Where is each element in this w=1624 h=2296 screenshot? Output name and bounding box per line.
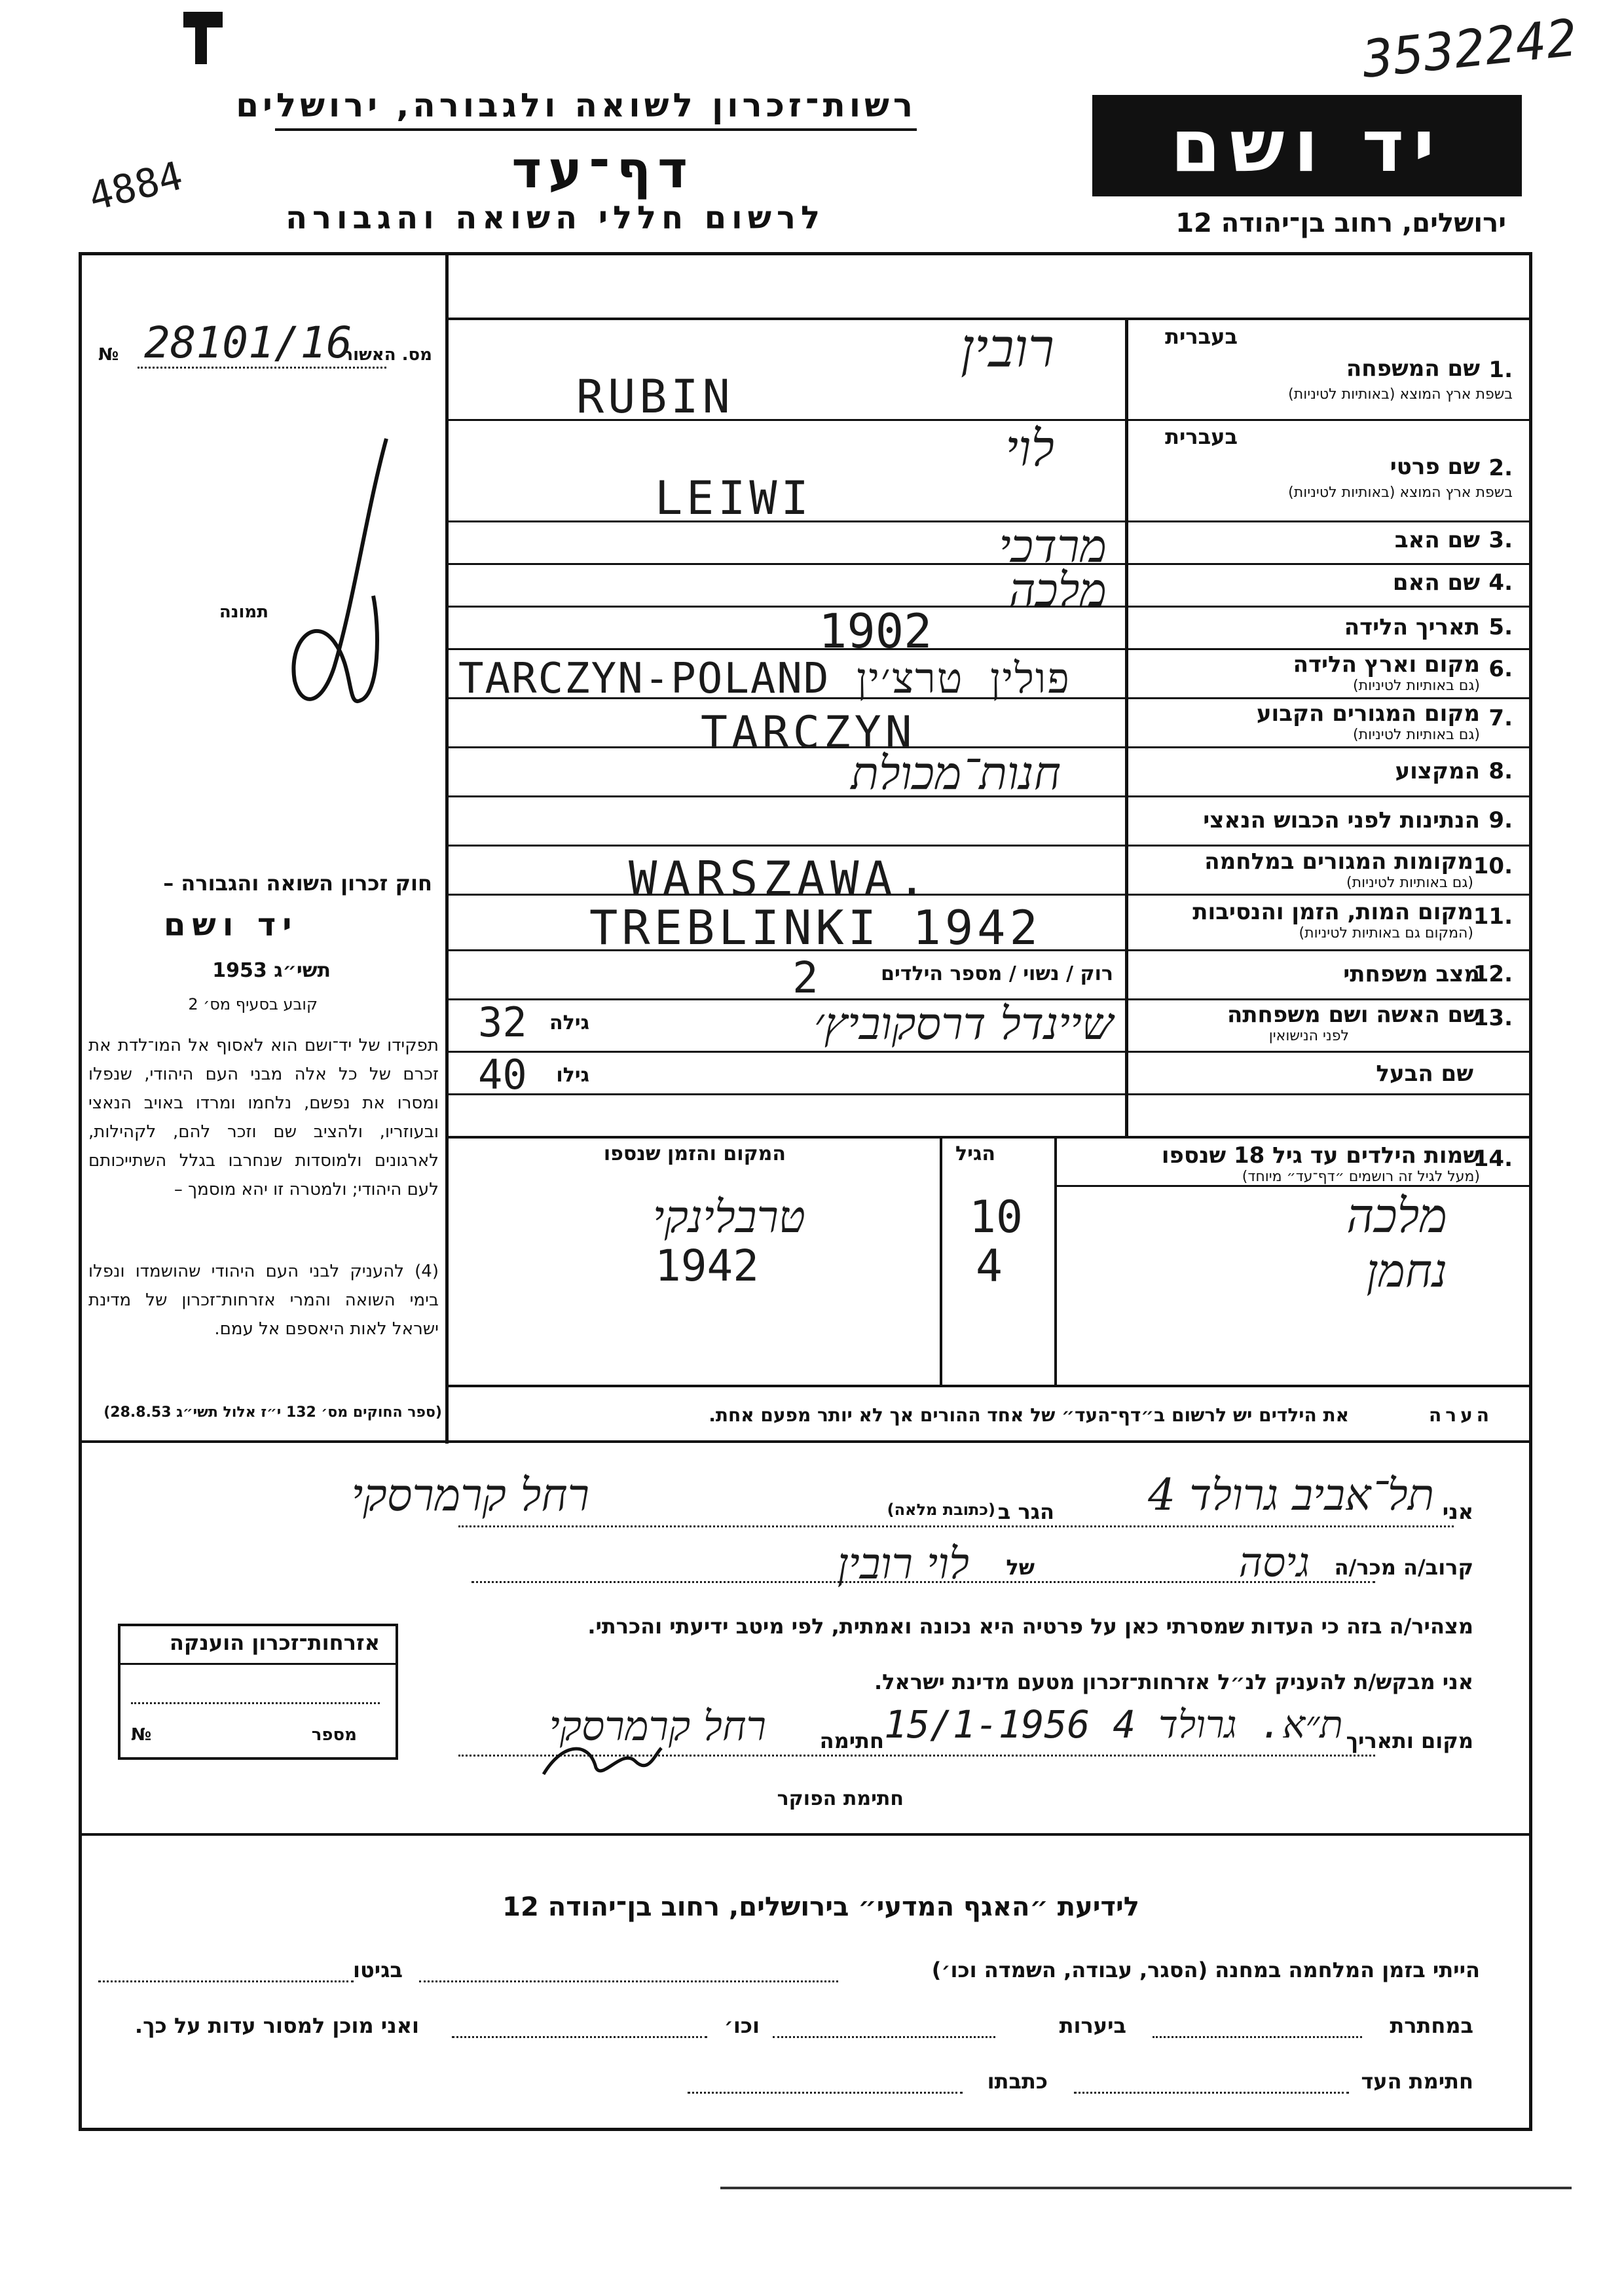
- field-12-number: 12.: [1473, 961, 1513, 987]
- decl-of-name[interactable]: לוי רובין: [837, 1539, 969, 1589]
- field-10-sub: (גם באותיות לטיניות): [1346, 875, 1473, 891]
- field-3-label: שם האב: [1394, 527, 1480, 553]
- field-4-label: שם האם: [1392, 570, 1480, 596]
- law-year: תשי״ג 1953: [212, 959, 331, 982]
- decl-signature-label: חתימה: [819, 1728, 884, 1753]
- field-6-hand[interactable]: TARCZYN-POLAND פולין טרצ׳ין: [458, 655, 1071, 703]
- footer-line2-d: ואני מוכן למסור עדות על כך.: [134, 2013, 419, 2038]
- field-10-label: מקומות המגורים במלחמה: [1204, 848, 1473, 875]
- child-2-name[interactable]: נחמן: [1366, 1244, 1447, 1298]
- archive-number: 3532242: [1359, 9, 1580, 90]
- footer-line1-a: הייתי בזמן המלחמה במחנה (הסגר, עבודה, השמדה וכו׳): [931, 1958, 1480, 1982]
- row-rule-10: [449, 894, 1529, 896]
- field-11-label: מקום המות, הזמן והנסיבות: [1192, 899, 1473, 925]
- field-3-hand[interactable]: מרדכי: [999, 519, 1107, 573]
- law-name: יד ושם: [164, 907, 299, 943]
- logo-text: יד ושם: [1170, 103, 1444, 188]
- field-6-sub: (גם באותיות לטיניות): [1353, 678, 1480, 694]
- citizenship-box-no-symbol: №: [131, 1725, 152, 1745]
- children-number: 14.: [1473, 1146, 1513, 1172]
- children-subtitle: (מעל לגיל זה רושמים ״דף־עד״ מיוחד): [1242, 1169, 1480, 1185]
- field-11-number: 11.: [1473, 903, 1513, 930]
- field-13-age[interactable]: 32: [478, 998, 527, 1046]
- field-7-sub: (גם באותיות לטיניות): [1353, 727, 1480, 743]
- field-9-label: הנתינות לפני הכבוש הנאצי: [1203, 807, 1480, 833]
- field-7-hand[interactable]: TARCZYN: [701, 707, 916, 759]
- left-column-divider: [445, 252, 449, 1444]
- official-signature-scribble: [537, 1735, 668, 1787]
- field-11-hand[interactable]: TREBLINKI 1942: [589, 900, 1042, 955]
- field-3-number: 3.: [1488, 527, 1513, 553]
- citizenship-box-dots: [131, 1702, 380, 1704]
- field-2-hand-hebrew[interactable]: לוי: [1005, 419, 1054, 477]
- footer-line2-c: וכו׳: [724, 2013, 760, 2038]
- children-bottom-rule: [449, 1385, 1529, 1387]
- footer-title: לידיעת ״האגף המדעי״ בירושלים, רחוב בן־יהודה 12: [502, 1892, 1139, 1922]
- children-title: שמות הילדים עד גיל 18 שנספו: [1161, 1142, 1480, 1169]
- citizenship-box-rule: [118, 1663, 398, 1665]
- children-header-rule: [1054, 1185, 1529, 1187]
- child-2-place[interactable]: 1942: [655, 1241, 759, 1291]
- row-rule-2: [449, 520, 1529, 522]
- row-rule-13: [449, 1051, 1529, 1053]
- field-11-sub: (המקום גם באותיות לטיניות): [1299, 925, 1473, 941]
- side-number: 4884: [84, 153, 187, 221]
- field-13-sub: לפני הנישואין: [1268, 1028, 1349, 1044]
- field-8-label: המקצוע: [1395, 758, 1480, 784]
- footer-line2-dots-b: [773, 2036, 995, 2038]
- decl-relation[interactable]: גיסה: [1238, 1539, 1310, 1586]
- approval-label: מס. האשור: [342, 345, 432, 365]
- field-9-number: 9.: [1488, 807, 1513, 833]
- photo-signature-scribble: [275, 432, 419, 720]
- decl-witness-name[interactable]: רחל קרמרסקי: [351, 1470, 589, 1522]
- approval-dotted-line: [138, 367, 386, 369]
- decl-resides-label: הגר ב: [997, 1499, 1054, 1524]
- section-rule: [79, 1440, 1529, 1443]
- footer-rule: [79, 1833, 1529, 1836]
- law-source: (ספר החוקים מס׳ 132 י״ז אלול תשי״ג 28.8.53): [103, 1404, 442, 1421]
- field-6-number: 6.: [1488, 656, 1513, 682]
- child-1-name[interactable]: מלכה: [1346, 1188, 1447, 1243]
- authority-underline: [275, 128, 917, 131]
- field-5-number: 5.: [1488, 614, 1513, 640]
- decl-address[interactable]: תל־אביב גרולד 4: [1148, 1470, 1434, 1520]
- field-10-hand[interactable]: WARSZAWA.: [629, 851, 932, 906]
- field-1-hand-latin[interactable]: RUBIN: [576, 370, 734, 424]
- approval-no-symbol: №: [98, 345, 119, 365]
- footer-line2-b: ביערות: [1059, 2013, 1126, 2038]
- field-7-number: 7.: [1488, 705, 1513, 731]
- footer-line3-dots-b: [688, 2092, 963, 2094]
- child-1-place[interactable]: טרבלינקי: [652, 1192, 805, 1243]
- field-5-label: תאריך הלידה: [1344, 614, 1480, 640]
- law-text-1: תפקידו של יד־ושם הוא לאסוף אל המו־לדת את זכרם של כל אלה מבני העם היהודי, שנפלו ומסרו את נפשם, נלחמו ומרדו באויב הנאצי ובעוזריו, ולהציב שם וזכר להם, לקהילות, לארגונים ולמוסדות שנחרבו בגלל השתייכותם לעם היהודי; ולמטרה זו יהא מוסמך –: [88, 1036, 439, 1199]
- children-col-b: [1054, 1136, 1057, 1385]
- footer-line3-b: כתבתו: [987, 2069, 1048, 2094]
- decl-line-1: [458, 1525, 1454, 1527]
- row-rule-3: [449, 563, 1529, 565]
- decl-place-date-label: מקום ותאריך: [1346, 1728, 1473, 1753]
- field-12-label: מצב משפחתי: [1343, 961, 1480, 987]
- field-1-hebrew-tag: בעברית: [1165, 324, 1238, 349]
- footer-line3-a: חתימת העד: [1361, 2069, 1473, 2094]
- field-12-hand[interactable]: 2: [792, 953, 819, 1003]
- citizenship-box-number-label: מספר: [311, 1725, 357, 1745]
- label-column-divider: [1125, 318, 1128, 1136]
- note-label: הערה: [1429, 1404, 1493, 1426]
- field-5-hand[interactable]: 1902: [819, 604, 932, 659]
- field-6-label: מקום וארץ הלידה: [1293, 651, 1480, 678]
- decl-i-label: אני: [1442, 1499, 1473, 1524]
- approval-number[interactable]: 28101/16: [144, 318, 352, 368]
- field-1-sub: בשפת ארץ המוצא (באותיות לטיניות): [1288, 386, 1513, 403]
- law-clause: קובע בסעיף מס׳ 2: [188, 995, 318, 1013]
- children-col-age: הגיל: [955, 1142, 995, 1165]
- field-2-hand-latin[interactable]: LEIWI: [655, 471, 813, 525]
- decl-statement: מצהיר/ה בזה כי העדות שמסרתי כאן על פרטיה היא נכונה ואמתית, לפי מיטב ידיעתי והכרתי.: [587, 1614, 1473, 1639]
- children-col-a: [940, 1136, 942, 1385]
- field-2-number: 2.: [1488, 455, 1513, 481]
- field-13-number: 13.: [1473, 1005, 1513, 1031]
- law-title: חוק זכרון השואה והגבורה –: [163, 871, 432, 896]
- husband-name-label: שם הבעל: [1376, 1061, 1473, 1087]
- field-4-number: 4.: [1488, 570, 1513, 596]
- row-rule-9: [449, 845, 1529, 847]
- husband-age-label: גילו: [556, 1064, 589, 1087]
- yad-vashem-logo: [1092, 95, 1522, 196]
- scan-artifact-line: [720, 2187, 1572, 2189]
- field-13-label: שם האשה ושם משפחתה: [1227, 1002, 1480, 1028]
- decl-official-signature-label: חתימת הפוקר: [777, 1787, 904, 1810]
- address: ירושלים, רחוב בן־יהודה 12: [1175, 208, 1506, 238]
- field-12-extra-label: רוק / נשוי / מספר הילדים: [881, 962, 1113, 985]
- field-7-label: מקום המגורים הקבוע: [1256, 701, 1480, 727]
- footer-line3-dots-a: [1074, 2092, 1349, 2094]
- footer-line2-dots-a: [1153, 2036, 1362, 2038]
- field-2-label: שם פרטי: [1390, 454, 1480, 480]
- field-4-hand[interactable]: מלכה: [1008, 563, 1107, 617]
- row-rule-15: [449, 1136, 1529, 1139]
- form-title: דף־עד: [511, 141, 694, 200]
- decl-of-label: של: [1006, 1555, 1035, 1580]
- field-2-sub: בשפת ארץ המוצא (באותיות לטיניות): [1288, 484, 1513, 501]
- field-13-hand[interactable]: שיינדל דרסקוביץ׳: [813, 998, 1113, 1050]
- field-8-hand[interactable]: חנות־מכולת: [851, 746, 1061, 800]
- children-col-place: המקום והזמן שנספו: [603, 1142, 786, 1165]
- decl-relation-label: קרוב/ה מכר/ה: [1334, 1555, 1473, 1580]
- field-1-number: 1.: [1488, 357, 1513, 383]
- field-2-hebrew-tag: בעברית: [1165, 424, 1238, 449]
- row-rule-5: [449, 648, 1529, 650]
- child-2-age[interactable]: 4: [976, 1241, 1003, 1292]
- footer-line2-a: במחתרת: [1390, 2013, 1473, 2038]
- decl-address-hint: (כתובת מלאה): [887, 1501, 995, 1519]
- field-8-number: 8.: [1488, 758, 1513, 784]
- footer-line1-b: בגיטו: [353, 1958, 403, 1982]
- photo-label: תמונה: [219, 602, 268, 622]
- husband-age[interactable]: 40: [478, 1051, 527, 1099]
- field-1-label: שם המשפחה: [1346, 355, 1480, 382]
- field-13-age-label: גילה: [549, 1011, 589, 1034]
- form-subtitle: לרשום חללי השואה והגבורה: [286, 200, 825, 236]
- decl-signature[interactable]: רחל קרמרסקי: [549, 1702, 766, 1750]
- row-rule-14: [449, 1093, 1529, 1095]
- authority-name: רשות־זכרון לשואה ולגבורה, ירושלים: [236, 86, 917, 124]
- footer-line2-dots-c: [452, 2036, 707, 2038]
- footer-line1-dots-b: [98, 1980, 354, 1982]
- row-rule-4: [449, 606, 1529, 608]
- decl-place-date[interactable]: ת״א. גרולד 4 15/1-1956: [884, 1702, 1343, 1747]
- scan-mark-top-left: [183, 12, 223, 64]
- field-10-number: 10.: [1473, 853, 1513, 879]
- citizenship-box-title: אזרחות־זכרון הוענקה: [169, 1630, 380, 1655]
- note-text: את הילדים יש לרשום ב״דף־העד״ של אחד ההורים אך לא יותר מפעם אחת.: [709, 1404, 1349, 1426]
- field-1-hand-hebrew[interactable]: רובין: [960, 318, 1054, 380]
- footer-line1-dots-a: [419, 1980, 838, 1982]
- law-text-2: (4) להעניק לבני העם היהודי שהושמדו ונפלו בימי השואה והמרי אזרחות־זכרון של מדינת ישראל לאות היאספם אל עמם.: [88, 1262, 439, 1339]
- child-1-age[interactable]: 10: [969, 1192, 1023, 1243]
- decl-request: אני מבקש/ת להעניק לנ״ל אזרחות־זכרון מטעם מדינת ישראל.: [874, 1669, 1473, 1694]
